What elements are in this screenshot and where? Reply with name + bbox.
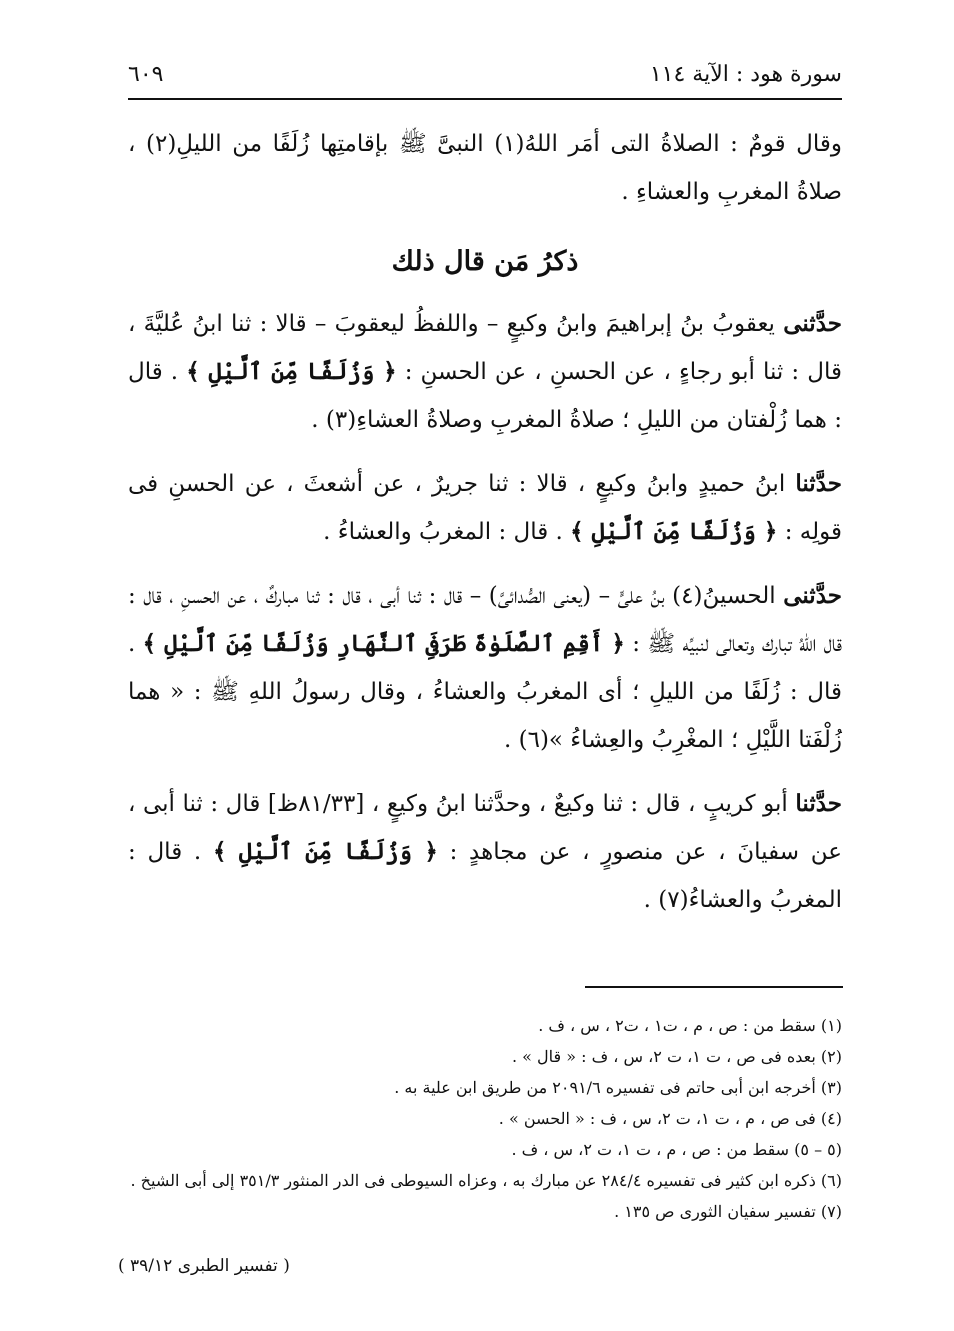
narration-paragraph [128,572,842,764]
narration-paragraph [128,780,842,924]
narration-paragraph [128,300,842,444]
footnote-divider [585,986,843,988]
footnote: (٥ – ٥) سقط من : ص ، م ، ت ١، ت ٢، س ، ف . [511,1140,842,1159]
quran-verse: ﴿ وَزُلَفًا مِّنَ ٱلَّيْلِ ﴾ [186,358,397,385]
narration-lead: حدَّثنى [783,582,842,609]
narration-tail: . قال : المغربُ والعشاءُ . [323,519,571,545]
quran-verse: ﴿ وَزُلَفًا مِّنَ ٱلَّيْلِ ﴾ [212,838,438,865]
footnotes [128,1010,842,1227]
narration-lead: حدَّثنى [783,310,842,337]
page-number: ٦٠٩ [128,61,164,87]
footnote: (٣) أخرجه ابن أبى حاتم فى تفسيره ٢٠٩١/٦ من طريق ابن علية به . [394,1078,842,1097]
narration-text: يعقوبُ بنُ إبراهيمَ وابنُ وكيعٍ – واللفظُ ليعقوبَ – قالا : ثنا ابنُ عُليَّةَ ، قال : ثنا أبو رجاءٍ ، عن الحسنِ ، عن الحسنِ : [128,311,842,385]
quran-verse: ﴿ وَزُلَفًا مِّنَ ٱلَّيْلِ ﴾ [570,518,778,545]
narration-tail: . قال : زُلَفًا من الليلِ ؛ أى المغربُ والعشاءُ ، وقال رسولُ اللهِ ﷺ : « هما زُلْفَتا اللَّيْلِ ؛ المغْرِبُ والعِشاءُ »(٦) . [128,631,842,753]
narration-text: الحسينُ(٤) بنُ علىٍّ – (يعنى الصُّدائىَّ) – قال : ثنا أبى ، قال : ثنا مباركٌ ، عن الحسنِ ، قال : قال اللهُ تبارك وتعالى لنبيِّه ﷺ : [128,583,842,657]
narration-tail: . قال : هما زُلْفتان من الليلِ ؛ صلاةُ المغربِ وصلاةُ العشاءِ(٣) . [128,359,842,433]
running-header [128,52,842,96]
main-text [128,120,842,940]
header-divider [128,98,842,100]
narration-text: أبو كريبٍ ، قال : ثنا وكيعٌ ، وحدَّثنا ابنُ وكيعٍ ، [٨١/٣٣ظ] قال : ثنا أبى ، عن سفيانَ ، عن منصورٍ ، عن مجاهدٍ : [128,791,842,865]
footnote: (٦) ذكره ابن كثير فى تفسيره ٢٨٤/٤ عن مبارك به ، وعزاه السيوطى فى الدر المنثور ٣٥١/٣ إلى أبى الشيخ . [130,1171,842,1190]
narration-lead: حدَّثنا [795,790,843,817]
narration-text: ابنُ حميدٍ وابنُ وكيعٍ ، قالا : ثنا جريرٌ ، عن أشعثَ ، عن الحسنِ فى قولِه : [128,471,842,545]
intro-paragraph: وقال قومٌ : الصلاةُ التى أمَر اللهُ(١) النبىَّ ﷺ بإقامتِها زُلَفًا من الليلِ(٢) ، صلاةُ المغربِ والعشاءِ . [128,131,842,205]
footnote: (١) سقط من : ص ، م ، ت١ ، ت٢ ، س ، ف . [538,1016,842,1035]
quran-verse: ﴿ أَقِمِ ٱلصَّلَوٰةَ طَرَفَىِ ٱلنَّهَارِ وَزُلَفًا مِّنَ ٱلَّيْلِ ﴾ [142,630,625,657]
narration-lead: حدَّثنا [795,470,842,497]
surah-title: سورة هود : الآية ١١٤ [649,61,842,87]
narration-paragraph [128,460,842,556]
narration-tail: . قال : المغربُ والعشاءُ(٧) . [128,839,842,913]
footer-reference: ( تفسير الطبرى ٣٩/١٢ ) [118,1256,290,1276]
footnote: (٢) بعده فى ص ، ت ١، ت ٢، س ، ف : « قال » . [511,1047,842,1066]
footnote: (٧) تفسير سفيان الثورى ص ١٣٥ . [614,1202,842,1221]
footnote: (٤) فى ص ، م ، ت ١، ت ٢، س ، ف : « الحسن » . [498,1109,842,1128]
section-heading: ذكرُ مَن قال ذلك [391,246,579,277]
